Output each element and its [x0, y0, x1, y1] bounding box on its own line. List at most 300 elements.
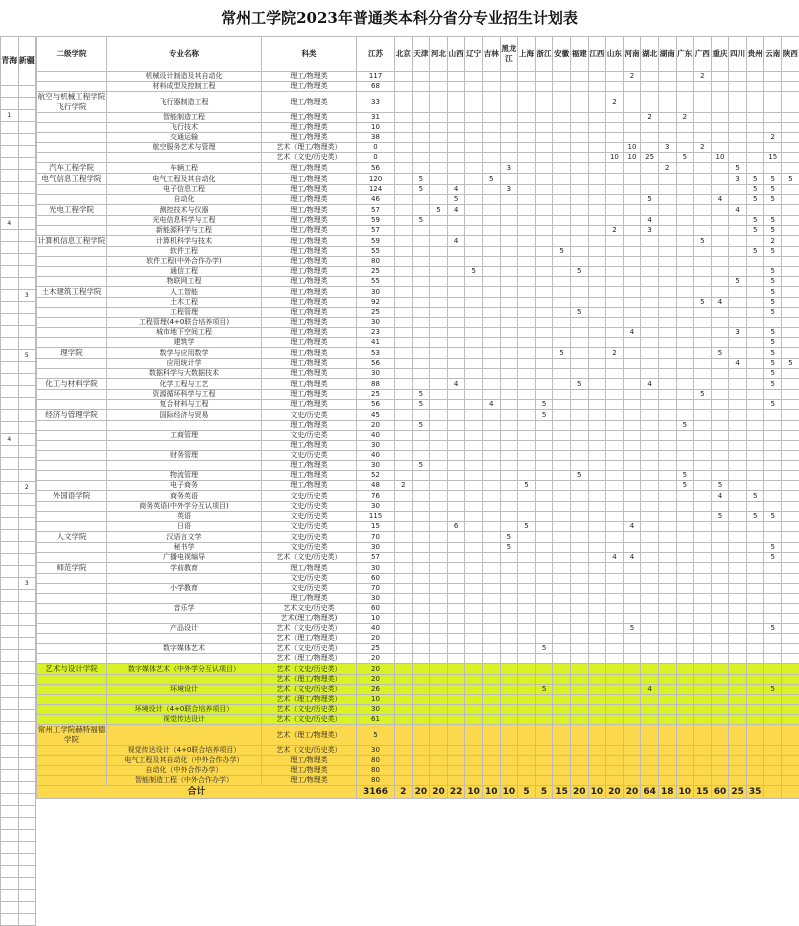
table-row [37, 421, 799, 431]
province-quota-cell [658, 287, 676, 298]
table-row [37, 92, 799, 113]
province-quota-cell [676, 236, 694, 247]
province-quota-cell [588, 644, 606, 654]
province-quota-cell [641, 664, 659, 675]
left-strip-cell [18, 506, 36, 518]
province-quota-cell [641, 756, 659, 766]
province-quota-cell [482, 532, 500, 543]
province-quota-cell [623, 410, 641, 421]
table-row [37, 400, 799, 410]
province-quota-cell [641, 644, 659, 654]
province-quota-cell [588, 695, 606, 705]
province-quota-cell [746, 441, 764, 451]
province-quota-cell [430, 695, 448, 705]
major-cell: 软件工程 [107, 247, 262, 257]
province-quota-cell [746, 746, 764, 756]
province-quota-cell [782, 236, 799, 247]
left-strip-cell [1, 794, 19, 806]
province-quota-cell [676, 543, 694, 553]
province-quota-cell [606, 634, 624, 644]
province-quota-cell [746, 695, 764, 705]
province-quota-cell: 4 [623, 553, 641, 563]
province-quota-cell [570, 421, 588, 431]
left-strip-row [1, 446, 36, 458]
province-quota-cell [518, 431, 536, 441]
province-quota-cell [764, 594, 782, 604]
province-quota-cell [676, 634, 694, 644]
major-cell: 电子信息工程 [107, 185, 262, 195]
province-quota-cell [694, 379, 712, 390]
province-quota-cell [518, 553, 536, 563]
province-quota-cell: 5 [764, 685, 782, 695]
province-quota-cell [711, 675, 729, 685]
province-quota-cell [500, 502, 518, 512]
province-quota-cell [782, 553, 799, 563]
province-quota-cell: 5 [764, 543, 782, 553]
province-quota-cell [606, 174, 624, 185]
province-quota-cell [764, 532, 782, 543]
left-strip-row [1, 134, 36, 146]
province-quota-cell [694, 563, 712, 574]
college-cell [37, 756, 107, 766]
province-quota-cell [623, 133, 641, 143]
province-quota-cell [623, 695, 641, 705]
province-quota-cell [500, 725, 518, 746]
left-strip-row [1, 170, 36, 182]
subject-cell: 理工/物理类 [262, 471, 357, 481]
enrollment-plan-table [36, 36, 799, 799]
province-quota-cell [658, 277, 676, 287]
province-quota-cell [746, 481, 764, 491]
province-quota-cell [482, 390, 500, 400]
province-quota-cell: 3 [658, 143, 676, 153]
college-cell [37, 675, 107, 685]
province-quota-cell [482, 644, 500, 654]
province-quota-cell [500, 195, 518, 205]
province-quota-cell [782, 522, 799, 532]
province-quota-cell [676, 654, 694, 664]
left-strip-row [1, 410, 36, 422]
left-strip-row [1, 662, 36, 674]
subject-cell: 理工/物理类 [262, 390, 357, 400]
province-quota-cell [395, 410, 413, 421]
left-strip-cell [18, 902, 36, 914]
left-strip-cell [18, 422, 36, 434]
province-quota-cell [782, 247, 799, 257]
table-row [37, 216, 799, 226]
province-quota-cell [500, 257, 518, 267]
province-quota-cell [482, 185, 500, 195]
province-quota-cell [447, 421, 465, 431]
province-quota-cell [465, 298, 483, 308]
major-cell: 工程管理 [107, 308, 262, 318]
province-quota-cell [570, 776, 588, 786]
province-quota-cell [553, 695, 571, 705]
left-strip-cell [18, 830, 36, 842]
jiangsu-cell: 20 [357, 664, 395, 675]
province-quota-cell [482, 543, 500, 553]
province-header: 湖南 [658, 37, 676, 72]
province-quota-cell [518, 257, 536, 267]
province-quota-cell [465, 624, 483, 634]
province-quota-cell [764, 390, 782, 400]
province-quota-cell [553, 624, 571, 634]
left-strip-cell: 2 [18, 482, 36, 494]
table-row [37, 359, 799, 369]
left-strip-cell [18, 638, 36, 650]
province-header: 北京 [395, 37, 413, 72]
province-quota-cell: 4 [606, 553, 624, 563]
province-quota-cell [570, 584, 588, 594]
left-strip-cell [1, 206, 19, 218]
province-quota-cell: 3 [500, 163, 518, 174]
province-quota-cell [588, 543, 606, 553]
province-quota-cell [412, 594, 430, 604]
province-quota-cell [482, 163, 500, 174]
province-quota-cell [623, 512, 641, 522]
subject-cell: 艺术（文史/历史类） [262, 644, 357, 654]
province-quota-cell [782, 308, 799, 318]
province-quota-cell [623, 543, 641, 553]
province-quota-cell [430, 543, 448, 553]
province-quota-cell [412, 441, 430, 451]
table-row [37, 185, 799, 195]
province-quota-cell [570, 123, 588, 133]
province-quota-cell [606, 715, 624, 725]
province-quota-cell [606, 410, 624, 421]
province-quota-cell [782, 338, 799, 348]
province-quota-cell [430, 675, 448, 685]
province-quota-cell [412, 92, 430, 113]
jiangsu-cell: 80 [357, 756, 395, 766]
province-quota-cell [518, 695, 536, 705]
college-cell: 电气信息工程学院 [37, 174, 107, 185]
subject-cell: 理工/物理类 [262, 247, 357, 257]
left-strip-cell [18, 722, 36, 734]
province-quota-cell [395, 308, 413, 318]
province-quota-cell [412, 247, 430, 257]
province-quota-cell [588, 756, 606, 766]
province-quota-cell [782, 512, 799, 522]
province-quota-cell [588, 604, 606, 614]
province-quota-cell [465, 502, 483, 512]
major-cell: 电气工程及其自动化（中外合作办学） [107, 756, 262, 766]
province-quota-cell [395, 502, 413, 512]
province-quota-cell [782, 205, 799, 216]
province-quota-cell [623, 441, 641, 451]
province-quota-cell [658, 308, 676, 318]
province-quota-cell [711, 92, 729, 113]
province-quota-cell [641, 705, 659, 715]
province-quota-cell [729, 451, 747, 461]
jiangsu-cell: 30 [357, 369, 395, 379]
province-quota-cell [570, 695, 588, 705]
province-quota-cell [658, 410, 676, 421]
province-quota-cell [465, 400, 483, 410]
province-quota-cell [412, 236, 430, 247]
jiangsu-cell: 26 [357, 685, 395, 695]
province-quota-cell [658, 369, 676, 379]
province-quota-cell [606, 400, 624, 410]
province-quota-cell [658, 705, 676, 715]
province-quota-cell [395, 328, 413, 338]
province-quota-cell [518, 756, 536, 766]
province-quota-cell [658, 216, 676, 226]
college-cell [37, 654, 107, 664]
left-strip-cell [18, 218, 36, 230]
province-quota-cell [465, 277, 483, 287]
total-province-cell: 64 [641, 786, 659, 799]
left-strip-row [1, 578, 36, 590]
province-quota-cell [711, 123, 729, 133]
left-strip-row [1, 686, 36, 698]
table-row [37, 369, 799, 379]
province-quota-cell [482, 766, 500, 776]
province-quota-cell [623, 390, 641, 400]
province-quota-cell [535, 675, 553, 685]
college-cell: 常州工学院赫特福德学院 [37, 725, 107, 746]
province-quota-cell [623, 369, 641, 379]
left-strip-row [1, 890, 36, 902]
province-quota-cell [395, 491, 413, 502]
province-quota-cell [764, 451, 782, 461]
province-quota-cell [676, 461, 694, 471]
province-quota-cell [447, 766, 465, 776]
province-quota-cell [395, 563, 413, 574]
province-quota-cell [711, 163, 729, 174]
province-quota-cell [535, 563, 553, 574]
province-quota-cell [676, 123, 694, 133]
province-quota-cell: 5 [412, 390, 430, 400]
province-quota-cell [588, 441, 606, 451]
province-quota-cell [395, 143, 413, 153]
province-quota-cell [465, 185, 483, 195]
major-header: 专业名称 [107, 37, 262, 72]
province-quota-cell [430, 247, 448, 257]
left-strip-cell [1, 554, 19, 566]
table-row [37, 338, 799, 348]
major-cell: 交通运输 [107, 133, 262, 143]
province-quota-cell [588, 185, 606, 195]
total-province-cell: 5 [535, 786, 553, 799]
subject-cell: 理工/物理类 [262, 205, 357, 216]
province-quota-cell [658, 756, 676, 766]
province-quota-cell [500, 226, 518, 236]
province-quota-cell [588, 400, 606, 410]
left-strip-row [1, 374, 36, 386]
left-strip-row [1, 206, 36, 218]
left-strip-cell [18, 614, 36, 626]
province-quota-cell [430, 421, 448, 431]
province-quota-cell [641, 574, 659, 584]
province-quota-cell: 5 [764, 624, 782, 634]
province-quota-cell [746, 369, 764, 379]
left-strip-row [1, 350, 36, 362]
province-quota-cell [676, 287, 694, 298]
province-quota-cell [729, 153, 747, 163]
province-quota-cell [447, 481, 465, 491]
province-quota-cell: 5 [535, 644, 553, 654]
province-quota-cell [500, 431, 518, 441]
province-quota-cell [465, 471, 483, 481]
subject-cell: 文史/历史类 [262, 543, 357, 553]
province-quota-cell [764, 634, 782, 644]
province-quota-cell [588, 143, 606, 153]
province-quota-cell [623, 247, 641, 257]
province-quota-cell [553, 133, 571, 143]
province-quota-cell: 2 [395, 481, 413, 491]
province-quota-cell [430, 400, 448, 410]
province-quota-cell [658, 685, 676, 695]
province-quota-cell [412, 226, 430, 236]
province-quota-cell: 5 [782, 174, 799, 185]
left-strip-cell [18, 242, 36, 254]
province-quota-cell [711, 216, 729, 226]
province-quota-cell [694, 174, 712, 185]
major-cell: 工商管理 [107, 431, 262, 441]
province-quota-cell [764, 756, 782, 766]
province-quota-cell [465, 216, 483, 226]
province-quota-cell [606, 113, 624, 123]
province-quota-cell [694, 685, 712, 695]
province-quota-cell [395, 685, 413, 695]
province-quota-cell [694, 123, 712, 133]
left-strip-cell [18, 698, 36, 710]
province-quota-cell [447, 92, 465, 113]
province-quota-cell: 4 [447, 379, 465, 390]
province-quota-cell: 5 [623, 624, 641, 634]
province-quota-cell [518, 654, 536, 664]
subject-cell: 理工/物理类 [262, 400, 357, 410]
province-quota-cell [570, 185, 588, 195]
province-quota-cell [623, 379, 641, 390]
province-quota-cell: 2 [623, 72, 641, 82]
province-quota-cell [641, 174, 659, 185]
province-quota-cell [465, 654, 483, 664]
province-quota-cell [412, 543, 430, 553]
province-quota-cell [623, 644, 641, 654]
major-cell: 英语 [107, 512, 262, 522]
province-quota-cell [641, 594, 659, 604]
college-cell [37, 328, 107, 338]
table-row [37, 226, 799, 236]
province-quota-cell [447, 705, 465, 715]
province-quota-cell [606, 644, 624, 654]
province-quota-cell [746, 715, 764, 725]
province-quota-cell [482, 82, 500, 92]
province-quota-cell [535, 267, 553, 277]
province-quota-cell [782, 451, 799, 461]
province-quota-cell [658, 553, 676, 563]
province-quota-cell [711, 359, 729, 369]
province-quota-cell: 5 [694, 298, 712, 308]
province-quota-cell [482, 410, 500, 421]
left-header-cell: 青海 [1, 37, 19, 86]
province-quota-cell [465, 153, 483, 163]
province-header: 浙江 [535, 37, 553, 72]
province-quota-cell [764, 113, 782, 123]
province-quota-cell [500, 451, 518, 461]
province-quota-cell [412, 328, 430, 338]
province-quota-cell [570, 163, 588, 174]
province-quota-cell [623, 400, 641, 410]
left-strip-row [1, 590, 36, 602]
college-cell [37, 298, 107, 308]
province-quota-cell [518, 348, 536, 359]
province-quota-cell [447, 594, 465, 604]
province-quota-cell [782, 195, 799, 205]
province-quota-cell [746, 756, 764, 766]
province-quota-cell [447, 584, 465, 594]
province-quota-cell [641, 205, 659, 216]
province-quota-cell: 4 [623, 328, 641, 338]
province-quota-cell [588, 257, 606, 267]
province-quota-cell [588, 379, 606, 390]
major-cell [107, 153, 262, 163]
province-quota-cell [465, 205, 483, 216]
total-jiangsu: 3166 [357, 786, 395, 799]
province-quota-cell [447, 338, 465, 348]
table-row [37, 277, 799, 287]
province-quota-cell [658, 113, 676, 123]
province-quota-cell [447, 746, 465, 756]
province-quota-cell: 5 [764, 328, 782, 338]
province-quota-cell [676, 82, 694, 92]
left-strip-cell [1, 758, 19, 770]
province-quota-cell [711, 390, 729, 400]
province-quota-cell [412, 624, 430, 634]
province-quota-cell [588, 82, 606, 92]
province-quota-cell [500, 685, 518, 695]
province-quota-cell [465, 522, 483, 532]
subject-cell: 文史/历史类 [262, 502, 357, 512]
province-quota-cell [500, 123, 518, 133]
subject-cell: 理工/物理类 [262, 185, 357, 195]
province-quota-cell [395, 634, 413, 644]
jiangsu-cell: 70 [357, 532, 395, 543]
province-quota-cell [430, 522, 448, 532]
province-quota-cell [518, 441, 536, 451]
province-quota-cell [570, 574, 588, 584]
province-quota-cell [729, 522, 747, 532]
province-quota-cell [553, 512, 571, 522]
province-quota-cell [482, 776, 500, 786]
province-quota-cell [518, 390, 536, 400]
province-quota-cell: 5 [711, 481, 729, 491]
left-strip-cell [18, 842, 36, 854]
province-quota-cell [782, 298, 799, 308]
province-quota-cell [430, 512, 448, 522]
province-quota-cell [518, 72, 536, 82]
province-quota-cell [465, 318, 483, 328]
province-quota-cell [553, 604, 571, 614]
province-quota-cell [535, 277, 553, 287]
province-quota-cell [641, 163, 659, 174]
province-quota-cell [676, 715, 694, 725]
left-strip-cell [1, 386, 19, 398]
province-quota-cell: 4 [641, 379, 659, 390]
province-quota-cell [465, 421, 483, 431]
left-strip-cell [1, 266, 19, 278]
college-cell [37, 369, 107, 379]
province-quota-cell [782, 532, 799, 543]
left-strip-cell [18, 266, 36, 278]
province-quota-cell [518, 174, 536, 185]
left-strip-cell: 1 [1, 110, 19, 122]
province-quota-cell [641, 236, 659, 247]
left-strip-cell [18, 758, 36, 770]
province-quota-cell [764, 776, 782, 786]
